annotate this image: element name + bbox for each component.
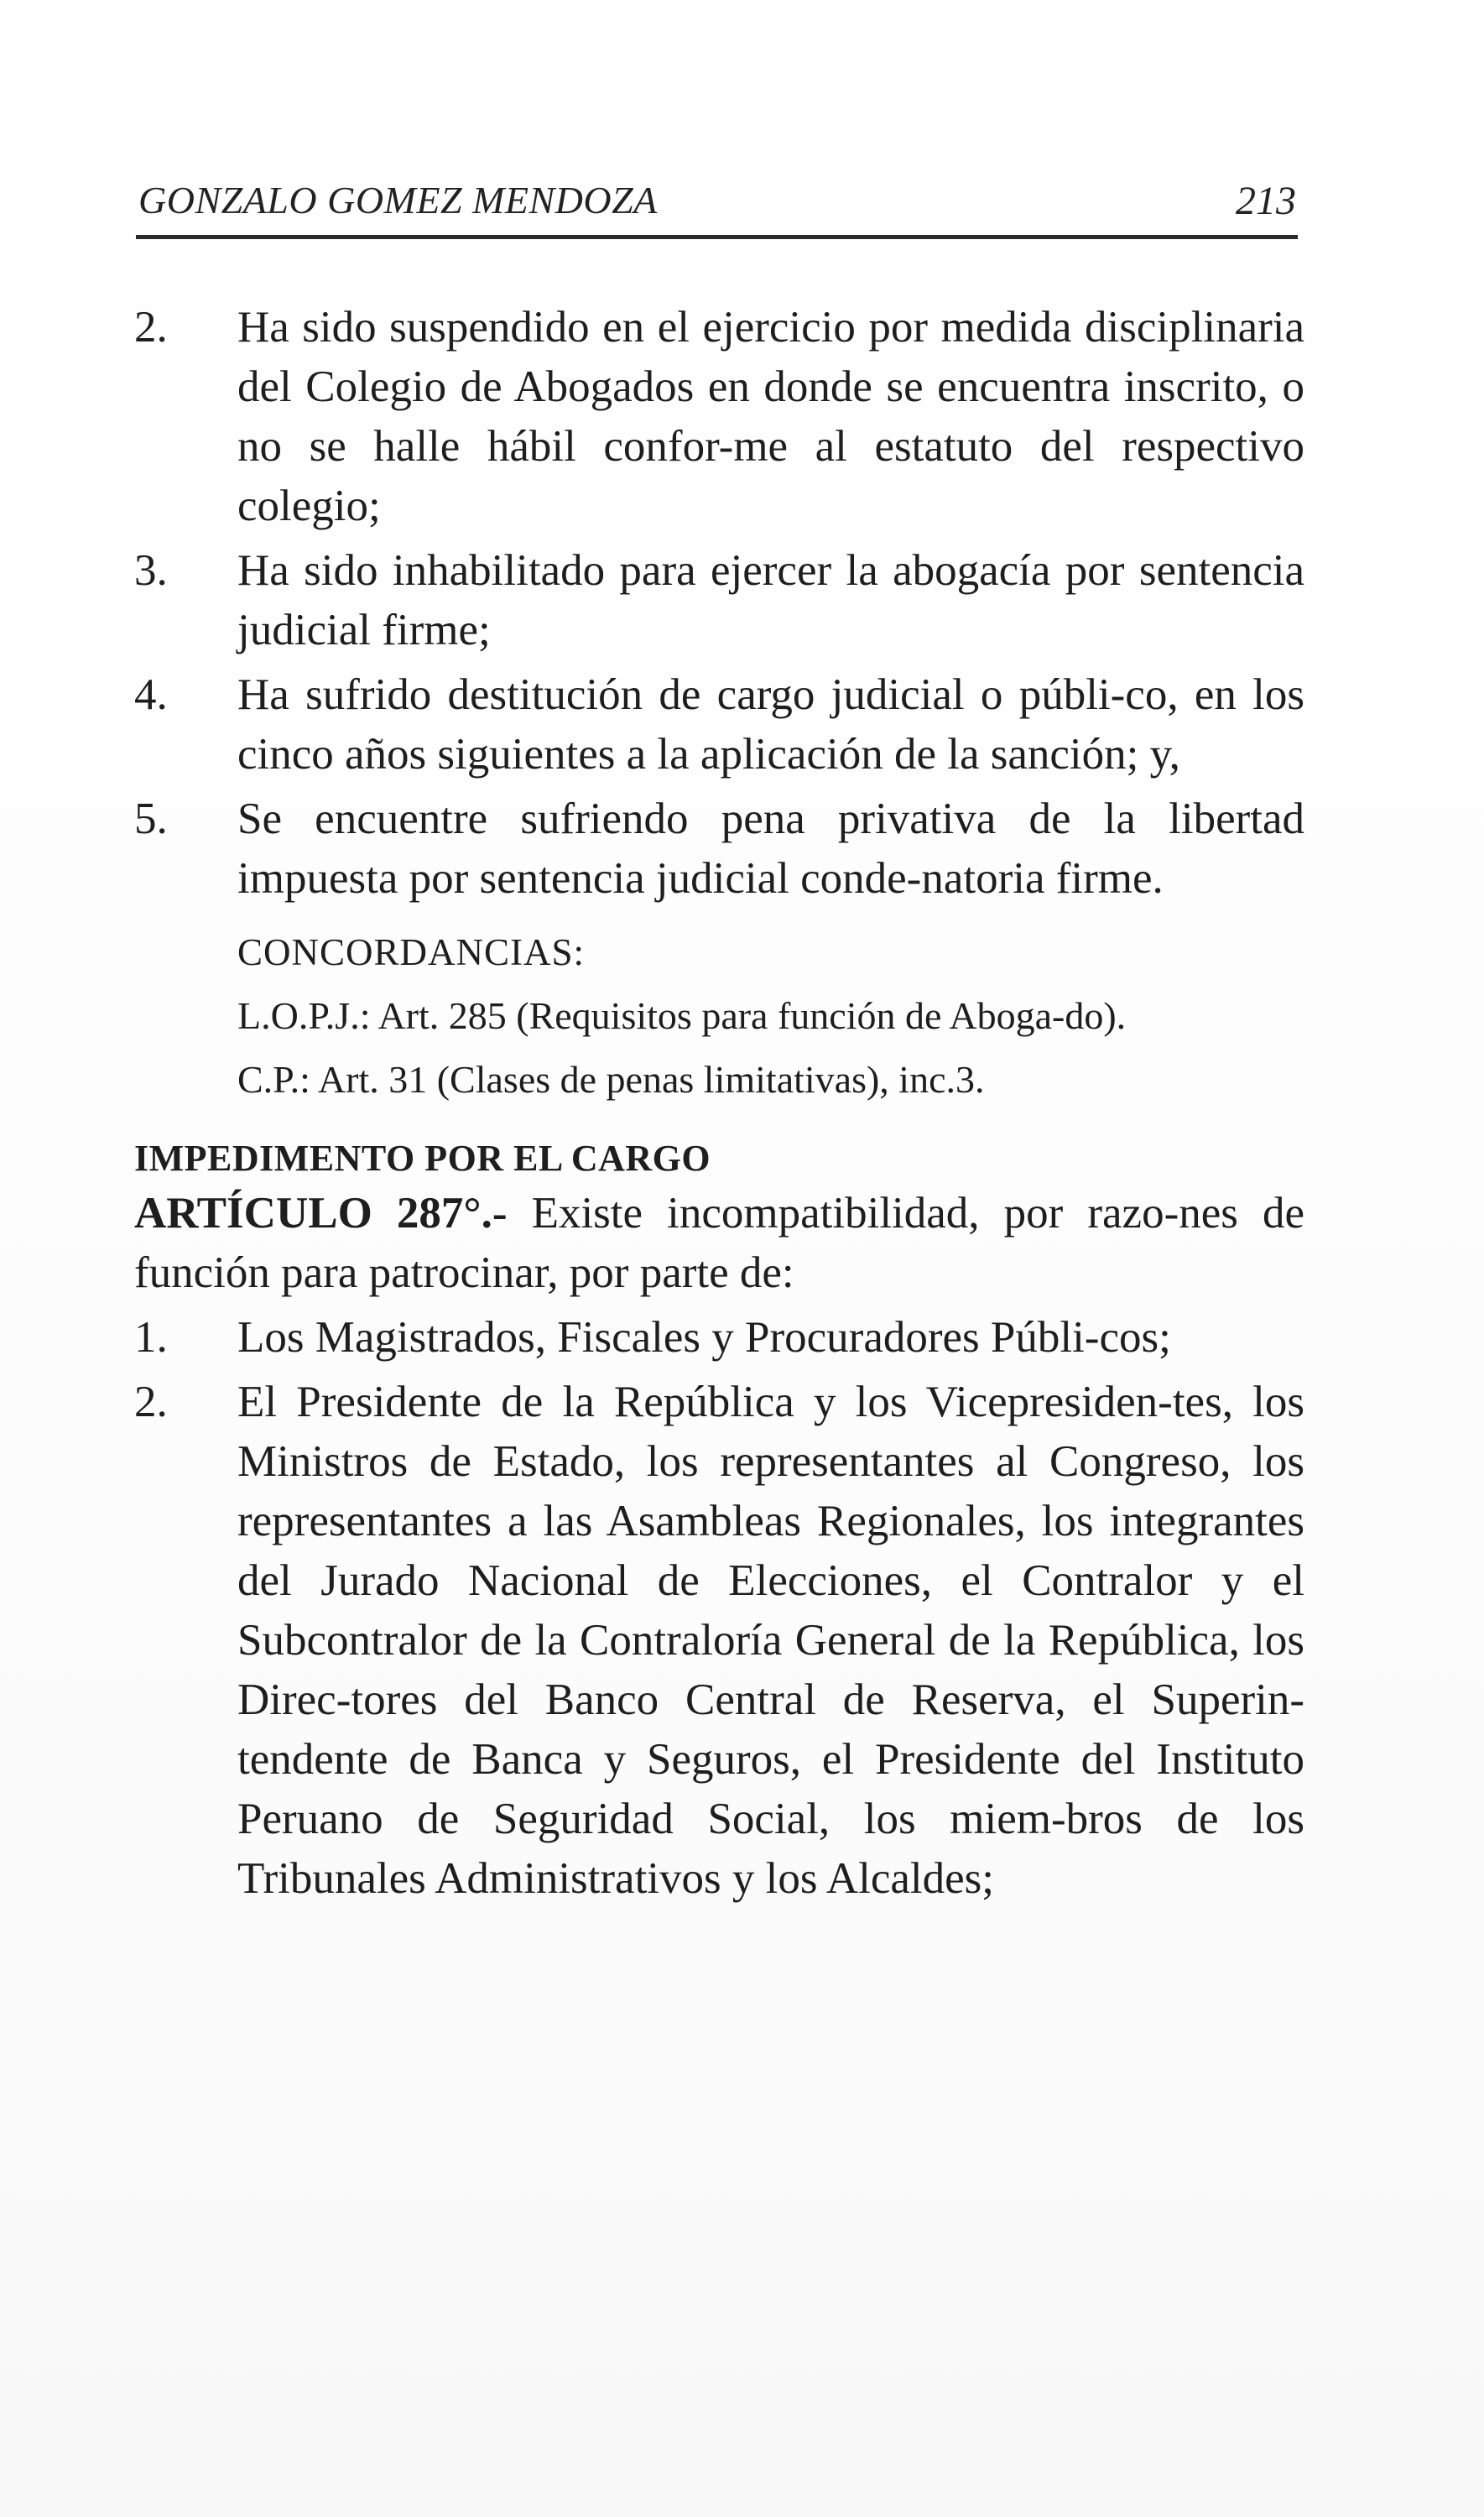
- page-body: [134, 298, 1304, 1909]
- list-item: [134, 789, 1304, 909]
- list-item-text: El Presidente de la República y los Vicepresiden-tes, los Ministros de Estado, los representantes al Congreso, los representantes a las Asambleas Regionales, los integrantes del Jurado Nacional de Elecciones, el Contralor y el Subcontralor de la Contraloría General de la República, los Direc-tores del Banco Central de Reserva, el Superin-tendente de Banca y Seguros, el Presidente del Instituto Peruano de Seguridad Social, los miem-bros de los Tribunales Administrativos y los Alcaldes;: [237, 1378, 1304, 1903]
- list-item: [134, 298, 1304, 536]
- article-text: Existe incompatibilidad, por razo-nes de función para patrocinar, por parte de:: [134, 1189, 1304, 1297]
- list-item-number: 2.: [134, 1378, 168, 1426]
- concordancia-entry: C.P.: Art. 31 (Clases de penas limitativas), inc.3.: [237, 1058, 985, 1101]
- list-item-number: 4.: [134, 670, 168, 719]
- concordancia-entry: L.O.P.J.: Art. 285 (Requisitos para función de Aboga-do).: [237, 994, 1127, 1037]
- list-item: [134, 1308, 1304, 1368]
- list-item: [134, 665, 1304, 784]
- list-item-number: 3.: [134, 546, 168, 595]
- article-paragraph: [134, 1184, 1304, 1303]
- section-heading: IMPEDIMENTO POR EL CARGO: [134, 1138, 711, 1179]
- list-item: [134, 1373, 1304, 1909]
- author-name: GONZALO GOMEZ MENDOZA: [138, 179, 658, 221]
- list-item-number: 5.: [134, 795, 168, 843]
- article-label: ARTÍCULO 287°.-: [134, 1189, 508, 1238]
- header-rule: [136, 235, 1298, 239]
- concordancias-title: CONCORDANCIAS:: [237, 931, 586, 973]
- list-item-text: Ha sido suspendido en el ejercicio por medida disciplinaria del Colegio de Abogados en donde se encuentra inscrito, o no se halle hábil confor-me al estatuto del respectivo colegio;: [237, 303, 1304, 530]
- running-header: [138, 178, 1296, 228]
- list-item-text: Los Magistrados, Fiscales y Procuradores Públi-cos;: [237, 1313, 1171, 1362]
- list-item-text: Ha sido inhabilitado para ejercer la abogacía por sentencia judicial firme;: [237, 546, 1304, 654]
- list-item-text: Ha sufrido destitución de cargo judicial o públi-co, en los cinco años siguientes a la aplicación de la sanción; y,: [237, 670, 1304, 779]
- list-item-text: Se encuentre sufriendo pena privativa de la libertad impuesta por sentencia judicial conde-natoria firme.: [237, 795, 1304, 903]
- list-item-number: 1.: [134, 1313, 168, 1362]
- list-item: [134, 541, 1304, 660]
- list-item-number: 2.: [134, 303, 168, 352]
- page-number: 213: [1236, 179, 1296, 223]
